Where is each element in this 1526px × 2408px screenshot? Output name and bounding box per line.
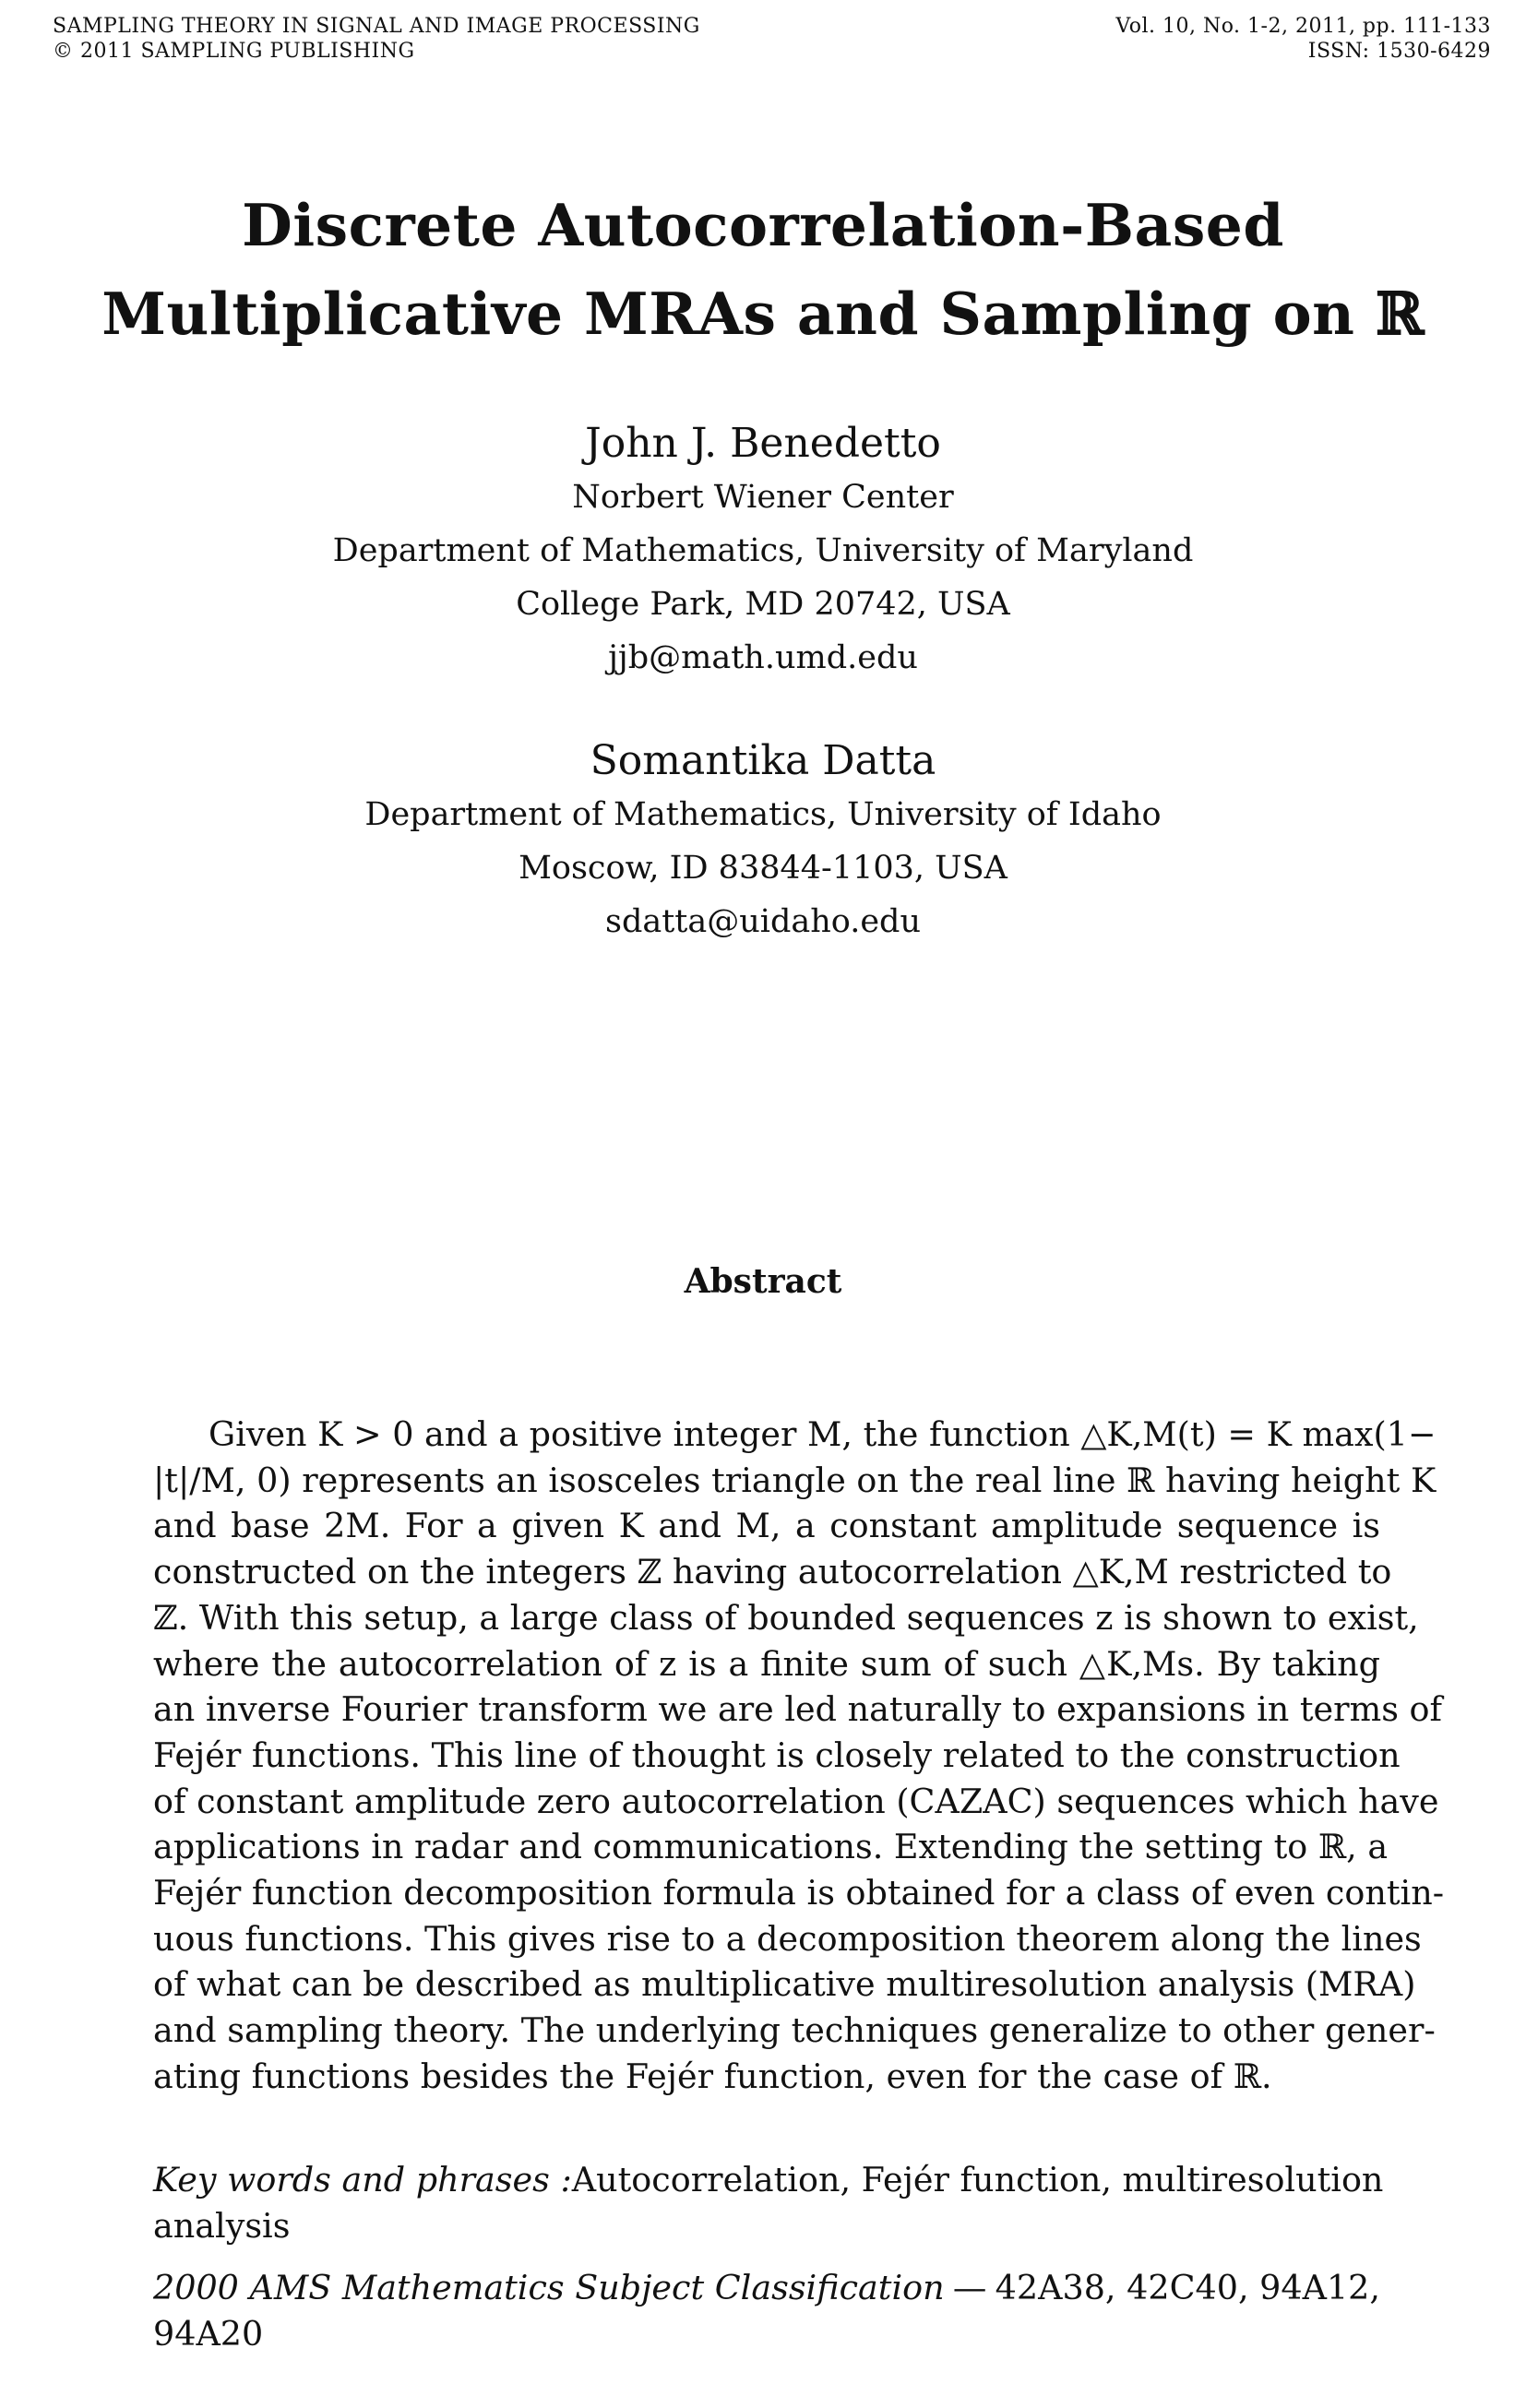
msc-label: 2000 AMS Mathematics Subject Classification	[153, 2268, 945, 2307]
msc-dash: —	[952, 2268, 987, 2307]
volume-info: Vol. 10, No. 1-2, 2011, pp. 111-133	[1115, 15, 1491, 38]
abstract-line: ℤ. With this setup, a large class of bounded sequences z is shown to exist,	[153, 1597, 1419, 1638]
keywords	[153, 2157, 1384, 2248]
abstract-line: ating functions besides the Fejér function, even for the case of ℝ.	[153, 2056, 1272, 2096]
keywords-text-cont: analysis	[153, 2205, 291, 2246]
abstract-heading: Abstract	[684, 1262, 842, 1301]
abstract-line: applications in radar and communications. Extending the setting to ℝ, a	[153, 1827, 1389, 1867]
abstract-line: Fejér function decomposition formula is obtained for a class of even contin-	[153, 1873, 1445, 1913]
msc-codes: 42A38, 42C40, 94A12,	[995, 2268, 1380, 2307]
abstract-line: Given K > 0 and a positive integer M, the function △K,M(t) = K max(1−	[209, 1414, 1437, 1454]
author-email: sdatta@uidaho.edu	[604, 903, 922, 940]
journal-header-left	[53, 14, 700, 64]
paper-title	[0, 181, 1526, 358]
affiliation-line: Department of Mathematics, University of Maryland	[332, 532, 1194, 569]
abstract-body	[153, 1412, 1445, 2100]
author-name: John J. Benedetto	[585, 420, 941, 467]
keywords-label: Key words and phrases :	[153, 2160, 572, 2199]
journal-name: SAMPLING THEORY IN SIGNAL AND IMAGE PROCESSING	[53, 15, 700, 38]
author-email: jjb@math.umd.edu	[608, 639, 918, 676]
affiliation-line: Norbert Wiener Center	[572, 479, 954, 516]
title-line-2: Multiplicative MRAs and Sampling on ℝ	[101, 280, 1425, 348]
author-name: Somantika Datta	[590, 737, 936, 784]
issn: ISSN: 1530-6429	[1307, 40, 1491, 63]
affiliation-line: Department of Mathematics, University of Idaho	[364, 796, 1162, 833]
abstract-line: and sampling theory. The underlying techniques generalize to other gener-	[153, 2010, 1436, 2051]
msc-classification	[153, 2265, 1380, 2356]
author-2	[0, 734, 1526, 948]
abstract-line: where the autocorrelation of z is a finite sum of such △K,Ms. By taking	[153, 1643, 1380, 1684]
abstract-line: an inverse Fourier transform we are led naturally to expansions in terms of	[153, 1689, 1443, 1730]
abstract-line: constructed on the integers ℤ having autocorrelation △K,M restricted to	[153, 1552, 1392, 1592]
copyright-line: © 2011 SAMPLING PUBLISHING	[53, 40, 415, 63]
author-1	[0, 417, 1526, 685]
keywords-text: Autocorrelation, Fejér function, multiresolution	[571, 2160, 1384, 2199]
title-line-1: Discrete Autocorrelation-Based	[242, 191, 1284, 259]
abstract-line: of what can be described as multiplicative multiresolution analysis (MRA)	[153, 1964, 1416, 2005]
abstract-line: of constant amplitude zero autocorrelation (CAZAC) sequences which have	[153, 1781, 1439, 1821]
abstract-line: Fejér functions. This line of thought is closely related to the construction	[153, 1734, 1401, 1775]
journal-header-right	[1115, 14, 1491, 64]
abstract-line: uous functions. This gives rise to a decomposition theorem along the lines	[153, 1918, 1422, 1959]
abstract-line: |t|/M, 0) represents an isosceles triangle on the real line ℝ having height K	[153, 1460, 1437, 1500]
affiliation-line: College Park, MD 20742, USA	[516, 586, 1010, 623]
abstract-line: and base 2M. For a given K and M, a constant amplitude sequence is	[153, 1506, 1380, 1546]
msc-codes-cont: 94A20	[153, 2313, 264, 2354]
affiliation-line: Moscow, ID 83844-1103, USA	[519, 850, 1007, 887]
